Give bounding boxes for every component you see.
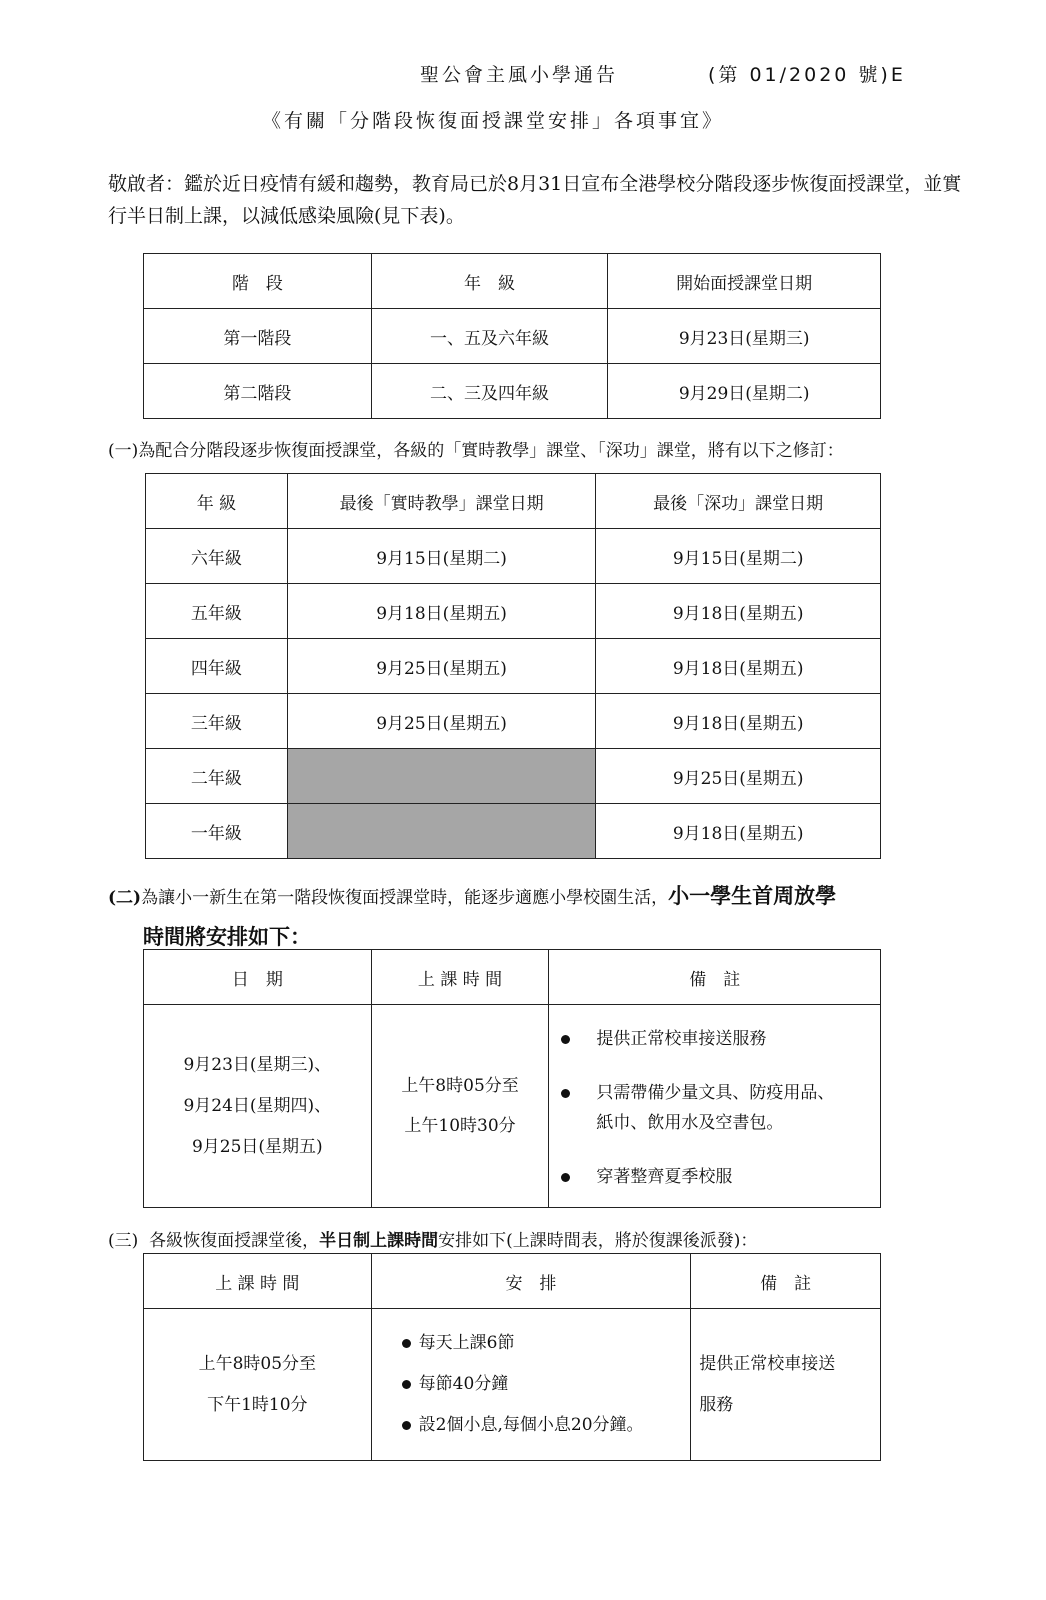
time-line: 上午10時30分 (404, 1116, 516, 1136)
phase-table (143, 253, 881, 419)
deep-date-cell: 9月18日(星期五) (596, 804, 881, 859)
remark-item: 只需帶備少量文具、防疫用品、 (596, 1083, 835, 1103)
grade-cell: 四年級 (146, 639, 288, 694)
grade-cell: 二、三及四年級 (371, 364, 608, 419)
realtime-date-cell: 9月25日(星期五) (287, 694, 596, 749)
shaded-cell (287, 749, 596, 804)
table-row (146, 584, 881, 639)
section-text: 安排如下(上課時間表，將於復課後派發)： (438, 1231, 758, 1251)
section-label: (二) (108, 888, 142, 908)
grade-cell: 三年級 (146, 694, 288, 749)
section-text: 為讓小一新生在第一階段恢復面授課堂時，能逐步適應小學校園生活， (141, 888, 669, 908)
date-line: 9月24日(星期四)、 (183, 1095, 332, 1116)
remark-line: 服務 (699, 1394, 734, 1415)
grade-cell: 二年級 (146, 749, 288, 804)
section-2-continued: 時間將安排如下： (143, 924, 311, 949)
half-day-table (143, 1253, 881, 1461)
remarks-cell (549, 1005, 881, 1208)
arrangement-item: 設2個小息,每個小息20分鐘。 (418, 1415, 644, 1435)
remark-item: 提供正常校車接送服務 (596, 1029, 767, 1049)
section-2 (108, 880, 836, 910)
deep-date-cell: 9月18日(星期五) (596, 584, 881, 639)
grade-header: 年 級 (146, 474, 288, 529)
section-text: 為配合分階段逐步恢復面授課堂，各級的「實時教學」課堂、「深功」課堂，將有以下之修訂： (138, 441, 844, 461)
intro-paragraph: 敬啟者：鑑於近日疫情有緩和趨勢，教育局已於8月31日宣布全港學校分階段逐步恢復面授課堂，並實行半日制上課，以減低感染風險(見下表)。 (108, 173, 962, 227)
time-line: 上午8時05分至 (401, 1076, 519, 1096)
bullet-icon (402, 1380, 411, 1389)
notice-subject: 《有關「分階段恢復面授課堂安排」各項事宜》 (262, 110, 725, 132)
date-line: 9月25日(星期五) (191, 1136, 323, 1157)
phase-cell: 第一階段 (144, 309, 372, 364)
grade-cell: 五年級 (146, 584, 288, 639)
section-3 (108, 1226, 757, 1251)
bullet-icon (402, 1339, 411, 1348)
table-row (146, 804, 881, 859)
table-row (144, 1309, 881, 1461)
arrangement-cell (371, 1309, 691, 1461)
realtime-date-cell: 9月18日(星期五) (287, 584, 596, 639)
realtime-date-cell: 9月15日(星期二) (287, 529, 596, 584)
date-line: 9月23日(星期三)、 (183, 1054, 332, 1075)
grade-header: 年 級 (371, 254, 608, 309)
date-cell: 9月23日(星期三) (608, 309, 881, 364)
section-bold-text: 小一學生首周放學 (668, 883, 837, 908)
start-date-header: 開始面授課堂日期 (608, 254, 881, 309)
bullet-icon (561, 1089, 570, 1098)
section-label: (一) (108, 441, 139, 461)
grade-cell: 一年級 (146, 804, 288, 859)
table-row (146, 529, 881, 584)
realtime-date-cell: 9月25日(星期五) (287, 639, 596, 694)
section-label: (三) (108, 1231, 139, 1251)
bullet-icon (402, 1421, 411, 1430)
section-1 (108, 436, 844, 461)
time-cell (144, 1309, 372, 1461)
date-cell: 9月29日(星期二) (608, 364, 881, 419)
deep-date-cell: 9月15日(星期二) (596, 529, 881, 584)
school-notice-title: 聖公會主風小學通告 (420, 64, 619, 86)
remarks-header: 備 註 (549, 950, 881, 1005)
section-text: 各級恢復面授課堂後， (149, 1231, 320, 1251)
time-line: 下午1時10分 (207, 1394, 308, 1415)
realtime-header: 最後「實時教學」課堂日期 (287, 474, 596, 529)
notice-number: (第 01/2020 號)E (708, 64, 906, 86)
time-header: 上 課 時 間 (144, 1254, 372, 1309)
section-bold-text: 半日制上課時間 (319, 1231, 439, 1251)
remark-item-continued: 紙巾、飲用水及空書包。 (596, 1113, 784, 1133)
table-row (144, 1005, 881, 1208)
table-row (144, 309, 881, 364)
deep-date-cell: 9月25日(星期五) (596, 749, 881, 804)
phase-cell: 第二階段 (144, 364, 372, 419)
table-row (146, 639, 881, 694)
remarks-cell (691, 1309, 881, 1461)
table-row (146, 694, 881, 749)
arrangement-item: 每天上課6節 (418, 1333, 515, 1353)
first-week-table (143, 949, 881, 1208)
arrangement-header: 安 排 (371, 1254, 691, 1309)
date-header: 日 期 (144, 950, 372, 1005)
remark-line: 提供正常校車接送 (699, 1353, 836, 1374)
grade-cell: 六年級 (146, 529, 288, 584)
deep-header: 最後「深功」課堂日期 (596, 474, 881, 529)
remarks-header: 備 註 (691, 1254, 881, 1309)
last-lesson-table (145, 473, 881, 859)
remark-item: 穿著整齊夏季校服 (596, 1167, 733, 1187)
time-line: 上午8時05分至 (198, 1353, 317, 1374)
deep-date-cell: 9月18日(星期五) (596, 639, 881, 694)
table-row (146, 749, 881, 804)
dates-cell (144, 1005, 372, 1208)
bullet-icon (561, 1173, 570, 1182)
bullet-icon (561, 1035, 570, 1044)
time-cell (371, 1005, 549, 1208)
time-header: 上 課 時 間 (371, 950, 549, 1005)
shaded-cell (287, 804, 596, 859)
phase-header: 階 段 (144, 254, 372, 309)
table-row (144, 364, 881, 419)
arrangement-item: 每節40分鐘 (418, 1374, 509, 1394)
deep-date-cell: 9月18日(星期五) (596, 694, 881, 749)
grade-cell: 一、五及六年級 (371, 309, 608, 364)
